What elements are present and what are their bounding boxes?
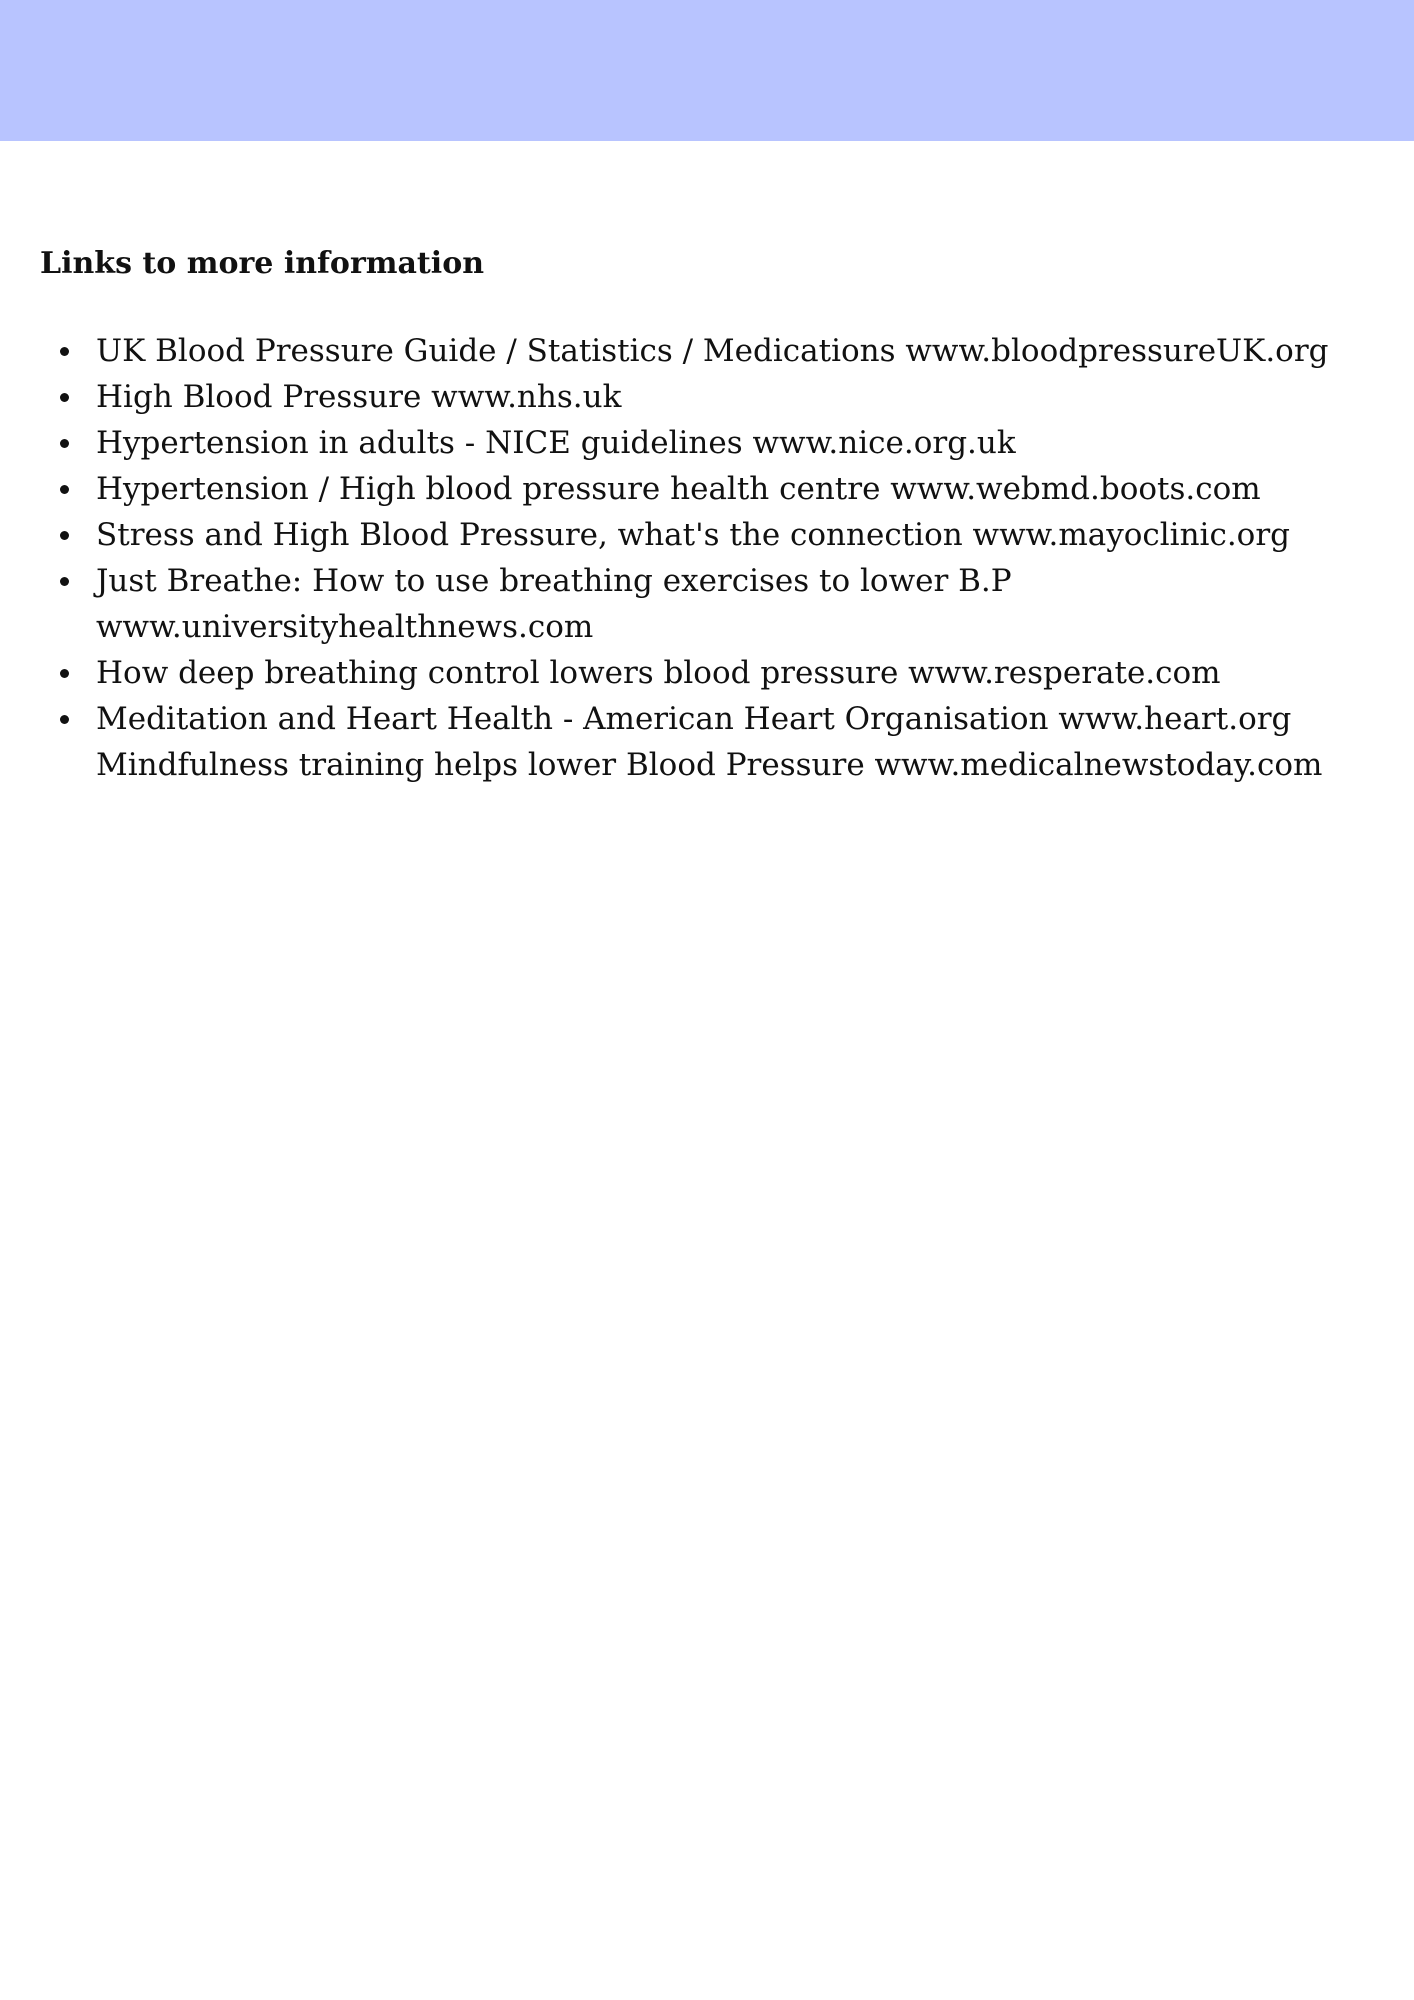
continuation-line: Mindfulness training helps lower Blood Pressure www.medicalnewstoday.com — [96, 747, 1323, 783]
bullet-icon — [60, 347, 69, 356]
header-band — [0, 0, 1414, 141]
bullet-icon — [60, 485, 69, 494]
bullet-icon — [60, 531, 69, 540]
list-item — [40, 696, 1380, 742]
list-item — [40, 558, 1380, 650]
link-text: Hypertension / High blood pressure health centre www.webmd.boots.com — [96, 471, 1261, 507]
bullet-icon — [60, 669, 69, 678]
bullet-icon — [60, 393, 69, 402]
list-item — [40, 420, 1380, 466]
list-item — [40, 374, 1380, 420]
link-text: Just Breathe: How to use breathing exercises to lower B.P www.universityhealthnews.com — [96, 563, 1012, 645]
bullet-icon — [60, 439, 69, 448]
link-text: UK Blood Pressure Guide / Statistics / Medications www.bloodpressureUK.org — [96, 333, 1329, 369]
bullet-icon — [60, 715, 69, 724]
list-item — [40, 650, 1380, 696]
link-text: High Blood Pressure www.nhs.uk — [96, 379, 622, 415]
list-item — [40, 512, 1380, 558]
list-item — [40, 328, 1380, 374]
list-item — [40, 466, 1380, 512]
links-section — [40, 244, 1380, 788]
link-text: Hypertension in adults - NICE guidelines www.nice.org.uk — [96, 425, 1016, 461]
links-list — [40, 328, 1380, 742]
section-heading: Links to more information — [40, 246, 485, 281]
link-text: Stress and High Blood Pressure, what's the connection www.mayoclinic.org — [96, 517, 1290, 553]
bullet-icon — [60, 577, 69, 586]
link-text: How deep breathing control lowers blood pressure www.resperate.com — [96, 655, 1221, 691]
link-text: Meditation and Heart Health - American Heart Organisation www.heart.org — [96, 701, 1292, 737]
